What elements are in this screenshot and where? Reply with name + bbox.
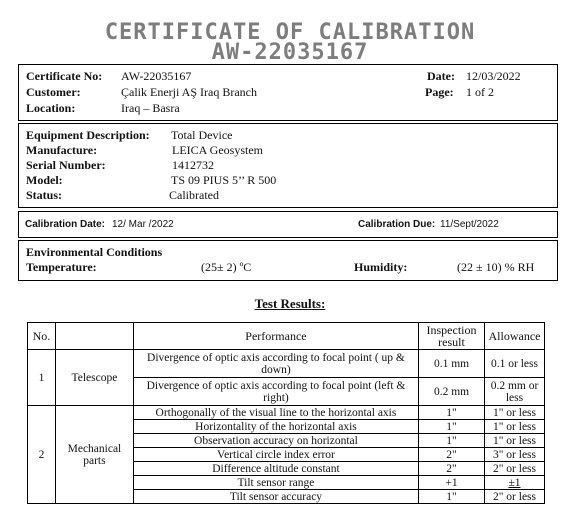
location-label: Location: <box>26 101 76 115</box>
page-label: Page: <box>425 85 454 99</box>
allowance-cell: 1" or less <box>484 420 544 434</box>
status-value: Calibrated <box>169 188 219 202</box>
header-inspection: Inspection result <box>419 323 485 350</box>
model-value: TS 09 PIUS 5’’ R 500 <box>171 173 277 187</box>
allowance-cell: 1" or less <box>484 406 544 420</box>
performance-cell: Observation accuracy on horizontal <box>133 434 418 448</box>
allowance-cell: 2" or less <box>484 490 544 504</box>
header-box <box>18 64 558 121</box>
allowance-cell: 1" or less <box>484 434 544 448</box>
inspection-cell: 0.2 mm <box>419 378 485 406</box>
group-number: 1 <box>28 350 56 406</box>
header-allowance: Allowance <box>484 323 544 350</box>
humidity-value: (22 ± 10) % RH <box>457 260 535 274</box>
equipment-description-value: Total Device <box>171 128 233 142</box>
equipment-description-label: Equipment Description: <box>26 128 150 142</box>
inspection-cell: 1" <box>419 420 485 434</box>
date-label: Date: <box>427 69 455 83</box>
group-name: Mechanical parts <box>55 406 133 504</box>
test-results-table <box>27 322 545 504</box>
allowance-cell: 0.2 mm or less <box>484 378 544 406</box>
group-name: Telescope <box>55 350 133 406</box>
certificate-number-title: AW-22035167 <box>211 40 369 65</box>
table-row <box>28 350 545 378</box>
allowance-cell: 0.1 or less <box>484 350 544 378</box>
performance-cell: Horizontality of the horizontal axis <box>133 420 418 434</box>
inspection-cell: 2" <box>419 462 485 476</box>
manufacture-value: LEICA Geosystem <box>172 143 263 157</box>
customer-label: Customer: <box>26 85 81 99</box>
environment-heading: Environmental Conditions <box>26 245 163 259</box>
humidity-label: Humidity: <box>354 260 408 274</box>
performance-cell: Tilt sensor range <box>133 476 418 490</box>
inspection-cell: +1 <box>419 476 485 490</box>
performance-cell: Divergence of optic axis according to focal point (left & right) <box>133 378 418 406</box>
calibration-date-value: 12/ Mar /2022 <box>112 219 174 230</box>
calibration-box <box>18 211 558 238</box>
inspection-cell: 0.1 mm <box>419 350 485 378</box>
inspection-cell: 2" <box>419 448 485 462</box>
performance-cell: Vertical circle index error <box>133 448 418 462</box>
test-results-heading: Test Results: <box>254 296 326 311</box>
certificate-title: CERTIFICATE OF CALIBRATION <box>104 20 476 45</box>
performance-cell: Difference altitude constant <box>133 462 418 476</box>
header-performance: Performance <box>133 323 418 350</box>
header-category <box>55 323 133 350</box>
status-label: Status: <box>26 188 63 202</box>
serial-number-label: Serial Number: <box>26 158 106 172</box>
group-number: 2 <box>28 406 56 504</box>
header-no: No. <box>28 323 56 350</box>
certificate-no-value: AW-22035167 <box>121 69 192 83</box>
allowance-cell: ±1 <box>484 476 544 490</box>
allowance-cell: 2" or less <box>484 462 544 476</box>
temperature-label: Temperature: <box>26 260 97 274</box>
performance-cell: Tilt sensor accuracy <box>133 490 418 504</box>
model-label: Model: <box>26 173 63 187</box>
environment-box <box>18 240 558 281</box>
page-value: 1 of 2 <box>466 85 494 99</box>
temperature-value: (25± 2) ºC <box>201 260 252 274</box>
manufacture-label: Manufacture: <box>26 143 98 157</box>
inspection-cell: 1" <box>419 490 485 504</box>
calibration-due-label: Calibration Due: <box>358 219 436 230</box>
table-header-row <box>28 323 545 350</box>
calibration-due-value: 11/Sept/2022 <box>440 219 499 230</box>
table-row <box>28 406 545 420</box>
customer-value: Çalik Enerji AŞ Iraq Branch <box>121 85 257 99</box>
equipment-box <box>18 123 558 208</box>
performance-cell: Divergence of optic axis according to focal point ( up & down) <box>133 350 418 378</box>
inspection-cell: 1" <box>419 406 485 420</box>
performance-cell: Orthogonally of the visual line to the horizontal axis <box>133 406 418 420</box>
certificate-no-label: Certificate No: <box>26 69 103 83</box>
location-value: Iraq – Basra <box>121 101 180 115</box>
inspection-cell: 1" <box>419 434 485 448</box>
date-value: 12/03/2022 <box>466 69 521 83</box>
calibration-date-label: Calibration Date: <box>25 219 106 230</box>
serial-number-value: 1412732 <box>172 158 214 172</box>
allowance-cell: 3" or less <box>484 448 544 462</box>
